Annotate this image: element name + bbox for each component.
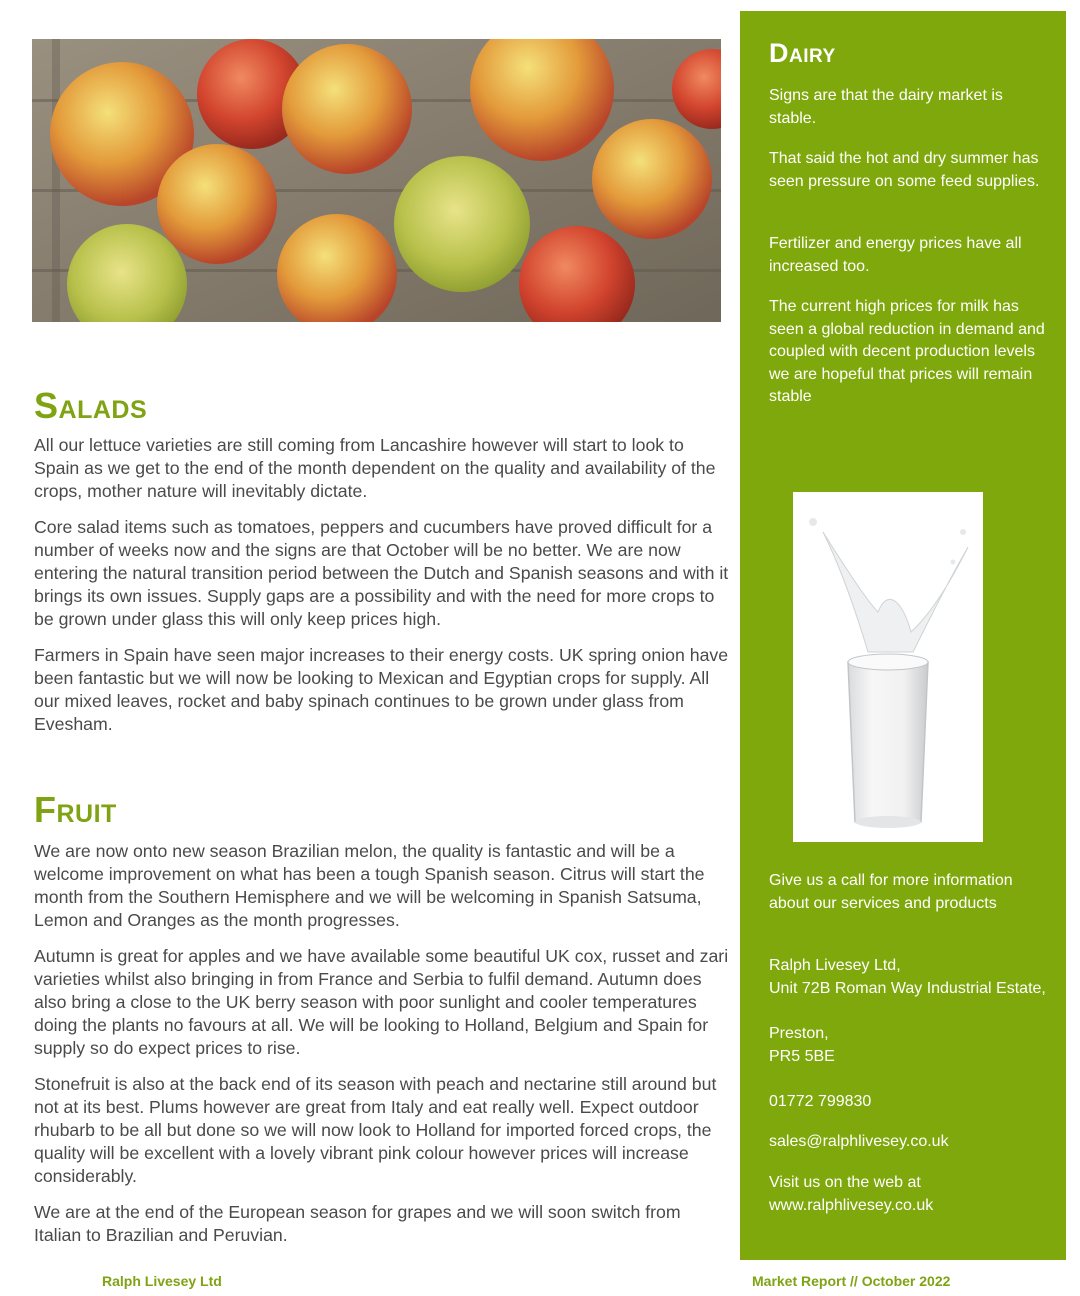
dairy-heading: Dairy <box>769 38 836 68</box>
dairy-paragraph-3: Fertilizer and energy prices have all increased too. <box>769 235 1022 275</box>
salads-paragraph-1: All our lettuce varieties are still coming from Lancashire however will start to look to Spain as we get to the end of the month dependent on the quality and availability of the crops, mother nature will inevitably dictate. <box>34 435 716 501</box>
fruit-heading: Fruit <box>34 789 117 830</box>
fruit-section <box>34 789 729 1260</box>
salads-heading: Salads <box>34 385 148 426</box>
dairy-paragraph-4: The current high prices for milk has seen a global reduction in demand and coupled with decent production levels we are hopeful that prices will remain stable <box>769 298 1045 405</box>
salads-paragraph-2: Core salad items such as tomatoes, peppers and cucumbers have proved difficult for a number of weeks now and the signs are that October will be no better. We are now entering the natural transition period between the Dutch and Spanish seasons and with it brings its own issues. Supply gaps are a possibility and with the need for more crops to be grown under glass this will only keep prices high. <box>34 517 729 629</box>
milk-glass-photo <box>793 492 983 842</box>
address-line: Unit 72B Roman Way Industrial Estate, <box>769 980 1046 997</box>
email-link[interactable]: sales@ralphlivesey.co.uk <box>769 1133 949 1150</box>
fruit-paragraph-1: We are now onto new season Brazilian melon, the quality is fantastic and will be a welcome improvement on what has been a tough Spanish season. Citrus will start the month from the Southern Hemisphere and we will be welcoming in Spanish Satsuma, Lemon and Oranges as the month progresses. <box>34 841 705 930</box>
apples-photo <box>32 39 721 322</box>
address-postcode: PR5 5BE <box>769 1048 835 1065</box>
footer-report-title: Market Report // October 2022 <box>752 1273 951 1289</box>
website-link[interactable]: www.ralphlivesey.co.uk <box>769 1197 934 1214</box>
dairy-paragraph-1: Signs are that the dairy market is stable. <box>769 87 1003 127</box>
fruit-paragraph-3: Stonefruit is also at the back end of its season with peach and nectarine still around but not at its best. Plums however are great from Italy and eat really well. Expect outdoor rhubarb to be all but done so we will now look to Holland for imported forced crops, the quality will be excellent with a lovely vibrant pink colour however prices will increase considerably. <box>34 1074 717 1186</box>
dairy-paragraph-2: That said the hot and dry summer has seen pressure on some feed supplies. <box>769 150 1040 190</box>
web-intro: Visit us on the web at <box>769 1174 921 1191</box>
phone-number[interactable]: 01772 799830 <box>769 1093 872 1110</box>
dairy-sidebar <box>740 11 1066 1260</box>
company-name: Ralph Livesey Ltd, <box>769 957 901 974</box>
salads-section <box>34 385 729 749</box>
salads-paragraph-3: Farmers in Spain have seen major increases to their energy costs. UK spring onion have been fantastic but we will now be looking to Mexican and Egyptian crops for supply. All our mixed leaves, rocket and baby spinach continues to be grown under glass from Evesham. <box>34 645 729 734</box>
contact-intro: Give us a call for more information about our services and products <box>769 872 1013 912</box>
address-town: Preston, <box>769 1025 829 1042</box>
fruit-paragraph-2: Autumn is great for apples and we have available some beautiful UK cox, russet and zari varieties whilst also bringing in from France and Serbia to fulfil demand. Autumn does also bring a close to the UK berry season with poor sunlight and cooler temperatures doing the plants no favours at all. We will be looking to Holland, Belgium and Spain for supply so do expect prices to rise. <box>34 946 729 1058</box>
footer-company: Ralph Livesey Ltd <box>102 1273 222 1289</box>
fruit-paragraph-4: We are at the end of the European season for grapes and we will soon switch from Italian to Brazilian and Peruvian. <box>34 1202 681 1245</box>
